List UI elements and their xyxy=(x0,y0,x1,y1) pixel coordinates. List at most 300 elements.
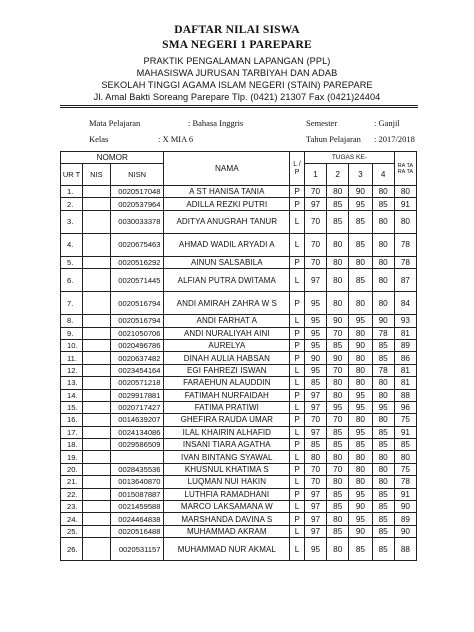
nisn-cell: 0021459588 xyxy=(110,501,164,513)
table-row xyxy=(61,538,417,561)
nisn-cell: 0014639207 xyxy=(110,414,164,426)
student-name: FATIMAH NURFAIDAH xyxy=(164,389,290,401)
nis-cell xyxy=(83,501,110,513)
row-number: 10. xyxy=(61,339,83,351)
student-name: ALFIAN PUTRA DWITAMA xyxy=(164,269,290,292)
assignment-2-score: 85 xyxy=(327,198,349,210)
student-name: FARAEHUN ALAUDDIN xyxy=(164,377,290,389)
assignment-1-score: 70 xyxy=(304,210,326,233)
average-score: 85 xyxy=(394,439,416,451)
assignment-3-score: 85 xyxy=(349,210,372,233)
assignment-4-score: 80 xyxy=(372,463,394,475)
assignment-4-score: 85 xyxy=(372,426,394,438)
average-header: RA TA RA TA xyxy=(394,152,416,186)
student-name: AINUN SALSABILA xyxy=(164,256,290,268)
assignment-1-score: 85 xyxy=(304,377,326,389)
table-row xyxy=(61,476,417,488)
average-score: 86 xyxy=(394,352,416,364)
nis-cell xyxy=(83,315,110,327)
gender-cell: P xyxy=(290,327,305,339)
assignments-header: TUGAS KE- xyxy=(304,152,394,164)
assignment-1-score: 70 xyxy=(304,233,326,256)
gender-cell: P xyxy=(290,439,305,451)
assignment-2-score: 85 xyxy=(327,488,349,500)
gender-cell: P xyxy=(290,463,305,475)
assignment-3-score: 85 xyxy=(349,233,372,256)
assignment-3-score: 90 xyxy=(349,525,372,537)
assignment-4-score: 90 xyxy=(372,315,394,327)
table-row xyxy=(61,426,417,438)
assignment-2-score: 80 xyxy=(327,476,349,488)
assignment-4-score: 85 xyxy=(372,501,394,513)
gender-cell: L xyxy=(290,501,305,513)
nisn-cell: 0015087887 xyxy=(110,488,164,500)
assignment-2-score: 80 xyxy=(327,451,349,463)
assignment-1-score: 85 xyxy=(304,439,326,451)
student-name: INSANI TIARA AGATHA xyxy=(164,439,290,451)
assignment-4-score: 85 xyxy=(372,439,394,451)
assignment-4-score: 78 xyxy=(372,364,394,376)
assignment-2-score: 85 xyxy=(327,426,349,438)
gender-cell: L xyxy=(290,233,305,256)
student-name: ANDI FARHAT A xyxy=(164,315,290,327)
average-score: 81 xyxy=(394,364,416,376)
assignment-4-score: 80 xyxy=(372,292,394,315)
average-score: 89 xyxy=(394,513,416,525)
assignment-3-score: 90 xyxy=(349,501,372,513)
order-header: UR T xyxy=(61,164,83,186)
average-score: 88 xyxy=(394,538,416,561)
table-row xyxy=(61,339,417,351)
table-row xyxy=(61,463,417,475)
nisn-cell: 0020571218 xyxy=(110,377,164,389)
row-number: 11. xyxy=(61,352,83,364)
row-number: 9. xyxy=(61,327,83,339)
nisn-cell: 0024134086 xyxy=(110,426,164,438)
nis-cell xyxy=(83,269,110,292)
nis-cell xyxy=(83,463,110,475)
row-number: 19. xyxy=(61,451,83,463)
row-number: 4. xyxy=(61,233,83,256)
student-name: MARSHANDA DAVINA S xyxy=(164,513,290,525)
row-number: 12. xyxy=(61,364,83,376)
table-row xyxy=(61,389,417,401)
gender-cell: P xyxy=(290,352,305,364)
average-score: 80 xyxy=(394,210,416,233)
student-name: ANDI NURALIYAH AINI xyxy=(164,327,290,339)
average-score: 87 xyxy=(394,269,416,292)
nisn-cell: 0020675463 xyxy=(110,233,164,256)
assignment-1-score: 95 xyxy=(304,292,326,315)
average-score: 96 xyxy=(394,401,416,413)
assignment-1-score: 70 xyxy=(304,414,326,426)
nis-cell xyxy=(83,389,110,401)
assignment-1-score: 97 xyxy=(304,488,326,500)
assignment-1-score: 97 xyxy=(304,525,326,537)
assignment-1-score: 97 xyxy=(304,513,326,525)
assignment-4-score: 80 xyxy=(372,389,394,401)
assignment-3-score: 80 xyxy=(349,352,372,364)
table-row xyxy=(61,315,417,327)
gender-cell: L xyxy=(290,210,305,233)
gender-cell: P xyxy=(290,513,305,525)
assignment-1-score: 97 xyxy=(304,198,326,210)
nis-cell xyxy=(83,364,110,376)
assignment-3-score: 95 xyxy=(349,488,372,500)
assignment-3-score: 95 xyxy=(349,315,372,327)
average-score: 75 xyxy=(394,463,416,475)
assignment-1-score: 95 xyxy=(304,538,326,561)
student-name: ANDI AMIRAH ZAHRA W S xyxy=(164,292,290,315)
assignment-4-score: 78 xyxy=(372,327,394,339)
assignment-4-score: 80 xyxy=(372,233,394,256)
student-name: MARCO LAKSAMANA W xyxy=(164,501,290,513)
table-row xyxy=(61,414,417,426)
assignment-3-score: 95 xyxy=(349,426,372,438)
row-number: 15. xyxy=(61,401,83,413)
nis-cell xyxy=(83,198,110,210)
nisn-cell xyxy=(110,451,164,463)
row-number: 7. xyxy=(61,292,83,315)
assignment-2-score: 80 xyxy=(327,513,349,525)
assignment-2-score: 80 xyxy=(327,233,349,256)
assignment-3-score: 80 xyxy=(349,451,372,463)
average-score: 91 xyxy=(394,488,416,500)
school-year-value: : 2017/2018 xyxy=(374,134,415,144)
assignment-1-score: 70 xyxy=(304,186,326,198)
assignment-3-score: 80 xyxy=(349,476,372,488)
document-title: DAFTAR NILAI SISWA xyxy=(174,24,300,36)
assignment-4-score: 85 xyxy=(372,525,394,537)
class-label: Kelas xyxy=(89,134,109,144)
table-row xyxy=(61,352,417,364)
nis-cell xyxy=(83,292,110,315)
assignment-3-score: 80 xyxy=(349,377,372,389)
nis-cell xyxy=(83,488,110,500)
table-row xyxy=(61,292,417,315)
nisn-cell: 0020637482 xyxy=(110,352,164,364)
table-row xyxy=(61,513,417,525)
nisn-cell: 0024464838 xyxy=(110,513,164,525)
assignment-2-score: 90 xyxy=(327,315,349,327)
grade-rows xyxy=(61,186,417,561)
assignment-4-score: 80 xyxy=(372,451,394,463)
average-score: 90 xyxy=(394,525,416,537)
assignment-1-score: 70 xyxy=(304,256,326,268)
nisn-cell: 0030033378 xyxy=(110,210,164,233)
assignment-4-score: 80 xyxy=(372,256,394,268)
program-name: PRAKTIK PENGALAMAN LAPANGAN (PPL) xyxy=(143,56,331,66)
gender-cell: P xyxy=(290,414,305,426)
assignment-4-score: 85 xyxy=(372,488,394,500)
row-number: 18. xyxy=(61,439,83,451)
assignment-4-score: 85 xyxy=(372,352,394,364)
average-score: 78 xyxy=(394,233,416,256)
nisn-cell: 0021050706 xyxy=(110,327,164,339)
assignment-4-score: 95 xyxy=(372,401,394,413)
nis-cell xyxy=(83,352,110,364)
student-name: IVAN BINTANG SYAWAL xyxy=(164,451,290,463)
average-score: 80 xyxy=(394,186,416,198)
row-number: 17. xyxy=(61,426,83,438)
assignment-1-score: 97 xyxy=(304,389,326,401)
assignment-4-score: 80 xyxy=(372,186,394,198)
table-row xyxy=(61,364,417,376)
average-score: 89 xyxy=(394,339,416,351)
student-name: A ST HANISA TANIA xyxy=(164,186,290,198)
nisn-cell: 0020531157 xyxy=(110,538,164,561)
average-score: 91 xyxy=(394,198,416,210)
gender-cell: L xyxy=(290,451,305,463)
nis-cell xyxy=(83,186,110,198)
header-divider-thin xyxy=(60,107,418,108)
nis-cell xyxy=(83,426,110,438)
table-row xyxy=(61,377,417,389)
assignment-1-score: 70 xyxy=(304,463,326,475)
assignment-3-header: 3 xyxy=(349,164,372,186)
nisn-header: NISN xyxy=(110,164,164,186)
assignment-2-score: 70 xyxy=(327,327,349,339)
subject-value: : Bahasa Inggris xyxy=(188,118,244,128)
assignment-4-score: 80 xyxy=(372,210,394,233)
assignment-3-score: 80 xyxy=(349,463,372,475)
assignment-2-score: 95 xyxy=(327,401,349,413)
assignment-4-score: 85 xyxy=(372,513,394,525)
nis-cell xyxy=(83,414,110,426)
nis-cell xyxy=(83,525,110,537)
row-number: 6. xyxy=(61,269,83,292)
average-score: 81 xyxy=(394,327,416,339)
nis-header: NIS xyxy=(83,164,110,186)
school-year-label: Tahun Pelajaran xyxy=(306,134,361,144)
nis-cell xyxy=(83,538,110,561)
nisn-cell: 0020517048 xyxy=(110,186,164,198)
nisn-cell: 0020537964 xyxy=(110,198,164,210)
assignment-3-score: 85 xyxy=(349,269,372,292)
table-row xyxy=(61,401,417,413)
student-name: LUQMAN NUI HAKIN xyxy=(164,476,290,488)
nisn-cell: 0013640870 xyxy=(110,476,164,488)
assignment-1-score: 97 xyxy=(304,401,326,413)
gender-cell: P xyxy=(290,186,305,198)
gender-cell: P xyxy=(290,339,305,351)
student-name: EGI FAHREZI ISWAN xyxy=(164,364,290,376)
institution-name: SEKOLAH TINGGI AGAMA ISLAM NEGERI (STAIN) PAREPARE xyxy=(101,80,373,90)
table-row xyxy=(61,233,417,256)
student-name: MUHAMMAD AKRAM xyxy=(164,525,290,537)
gender-cell: L xyxy=(290,315,305,327)
average-score: 80 xyxy=(394,451,416,463)
row-number: 24. xyxy=(61,513,83,525)
average-score: 84 xyxy=(394,292,416,315)
row-number: 5. xyxy=(61,256,83,268)
assignment-2-score: 80 xyxy=(327,389,349,401)
assignment-3-score: 85 xyxy=(349,439,372,451)
table-row xyxy=(61,525,417,537)
table-row xyxy=(61,269,417,292)
semester-value: : Ganjil xyxy=(374,118,400,128)
assignment-2-score: 90 xyxy=(327,352,349,364)
nis-cell xyxy=(83,401,110,413)
row-number: 20. xyxy=(61,463,83,475)
nisn-cell: 0020516794 xyxy=(110,315,164,327)
table-row xyxy=(61,439,417,451)
row-number: 13. xyxy=(61,377,83,389)
gender-cell: L xyxy=(290,476,305,488)
table-row xyxy=(61,327,417,339)
assignment-2-score: 80 xyxy=(327,538,349,561)
gender-cell: P xyxy=(290,198,305,210)
nis-cell xyxy=(83,327,110,339)
header-divider xyxy=(60,105,418,106)
row-number: 2. xyxy=(61,198,83,210)
nisn-cell: 0020516794 xyxy=(110,292,164,315)
average-score: 91 xyxy=(394,426,416,438)
assignment-1-score: 95 xyxy=(304,339,326,351)
nisn-cell: 0020516488 xyxy=(110,525,164,537)
average-score: 93 xyxy=(394,315,416,327)
assignment-3-score: 95 xyxy=(349,401,372,413)
department-name: MAHASISWA JURUSAN TARBIYAH DAN ADAB xyxy=(136,68,338,78)
assignment-3-score: 90 xyxy=(349,186,372,198)
assignment-1-header: 1 xyxy=(304,164,326,186)
assignment-3-score: 90 xyxy=(349,339,372,351)
row-number: 26. xyxy=(61,538,83,561)
row-number: 3. xyxy=(61,210,83,233)
assignment-3-score: 95 xyxy=(349,389,372,401)
gender-cell: P xyxy=(290,389,305,401)
row-number: 23. xyxy=(61,501,83,513)
student-name: AHMAD WADIL ARYADI A xyxy=(164,233,290,256)
assignment-1-score: 97 xyxy=(304,426,326,438)
average-score: 78 xyxy=(394,476,416,488)
table-row xyxy=(61,198,417,210)
average-score: 90 xyxy=(394,501,416,513)
student-name: ADILLA REZKI PUTRI xyxy=(164,198,290,210)
assignment-4-score: 80 xyxy=(372,414,394,426)
assignment-1-score: 97 xyxy=(304,501,326,513)
assignment-2-score: 85 xyxy=(327,339,349,351)
school-name: SMA NEGERI 1 PAREPARE xyxy=(162,39,312,51)
assignment-4-score: 85 xyxy=(372,538,394,561)
table-row xyxy=(61,256,417,268)
assignment-1-score: 97 xyxy=(304,269,326,292)
row-number: 1. xyxy=(61,186,83,198)
nisn-cell: 0020496786 xyxy=(110,339,164,351)
assignment-2-score: 85 xyxy=(327,525,349,537)
row-number: 14. xyxy=(61,389,83,401)
gender-cell: L xyxy=(290,525,305,537)
nisn-cell: 0020571445 xyxy=(110,269,164,292)
assignment-2-score: 80 xyxy=(327,377,349,389)
assignment-2-header: 2 xyxy=(327,164,349,186)
student-name: DINAH AULIA HABSAN xyxy=(164,352,290,364)
assignment-3-score: 85 xyxy=(349,538,372,561)
average-score: 78 xyxy=(394,256,416,268)
assignment-3-score: 80 xyxy=(349,327,372,339)
table-row xyxy=(61,210,417,233)
class-value: : X MIA 6 xyxy=(158,134,194,144)
assignment-2-score: 85 xyxy=(327,210,349,233)
assignment-2-score: 85 xyxy=(327,439,349,451)
nis-cell xyxy=(83,210,110,233)
table-row xyxy=(61,488,417,500)
nis-cell xyxy=(83,377,110,389)
gender-cell: L xyxy=(290,538,305,561)
assignment-2-score: 80 xyxy=(327,269,349,292)
nisn-cell: 0029917881 xyxy=(110,389,164,401)
row-number: 16. xyxy=(61,414,83,426)
assignment-4-score: 80 xyxy=(372,476,394,488)
student-name: MUHAMMAD NUR AKMAL xyxy=(164,538,290,561)
student-name: AURELYA xyxy=(164,339,290,351)
nis-cell xyxy=(83,439,110,451)
row-number: 22. xyxy=(61,488,83,500)
nis-cell xyxy=(83,476,110,488)
assignment-4-score: 85 xyxy=(372,198,394,210)
table-row xyxy=(61,186,417,198)
gender-cell: L xyxy=(290,426,305,438)
assignment-1-score: 90 xyxy=(304,352,326,364)
assignment-2-score: 70 xyxy=(327,364,349,376)
nisn-cell: 0028435536 xyxy=(110,463,164,475)
assignment-2-score: 70 xyxy=(327,463,349,475)
student-name: LUTHFIA RAMADHANI xyxy=(164,488,290,500)
nis-cell xyxy=(83,339,110,351)
assignment-4-score: 80 xyxy=(372,377,394,389)
nis-cell xyxy=(83,233,110,256)
assignment-3-score: 95 xyxy=(349,513,372,525)
nisn-cell: 0023454164 xyxy=(110,364,164,376)
number-header: NOMOR xyxy=(61,152,164,164)
table-row xyxy=(61,451,417,463)
student-name: ILAL KHAIRIN ALHAFID xyxy=(164,426,290,438)
assignment-3-score: 95 xyxy=(349,198,372,210)
gender-header: L / P xyxy=(290,152,305,186)
gender-cell: P xyxy=(290,292,305,315)
average-score: 81 xyxy=(394,377,416,389)
student-name: ADITYA ANUGRAH TANUR xyxy=(164,210,290,233)
assignment-3-score: 80 xyxy=(349,414,372,426)
semester-label: Semester xyxy=(306,118,338,128)
name-header: NAMA xyxy=(164,152,290,186)
nis-cell xyxy=(83,451,110,463)
nis-cell xyxy=(83,513,110,525)
assignment-3-score: 80 xyxy=(349,292,372,315)
assignment-1-score: 95 xyxy=(304,315,326,327)
gender-cell: L xyxy=(290,377,305,389)
assignment-4-score: 80 xyxy=(372,269,394,292)
gender-cell: L xyxy=(290,269,305,292)
grades-table xyxy=(60,151,417,561)
student-name: FATIMA PRATIWI xyxy=(164,401,290,413)
nisn-cell: 0029586509 xyxy=(110,439,164,451)
gender-cell: L xyxy=(290,364,305,376)
assignment-2-score: 85 xyxy=(327,501,349,513)
assignment-1-score: 95 xyxy=(304,364,326,376)
student-name: KHUSNUL KHATIMA S xyxy=(164,463,290,475)
assignment-2-score: 80 xyxy=(327,256,349,268)
nisn-cell: 0020516292 xyxy=(110,256,164,268)
row-number: 25. xyxy=(61,525,83,537)
student-name: GHEFIRA RAUDA UMAR xyxy=(164,414,290,426)
assignment-2-score: 80 xyxy=(327,292,349,315)
nis-cell xyxy=(83,256,110,268)
gender-cell: L xyxy=(290,401,305,413)
assignment-4-score: 85 xyxy=(372,339,394,351)
gender-cell: P xyxy=(290,256,305,268)
assignment-1-score: 80 xyxy=(304,451,326,463)
